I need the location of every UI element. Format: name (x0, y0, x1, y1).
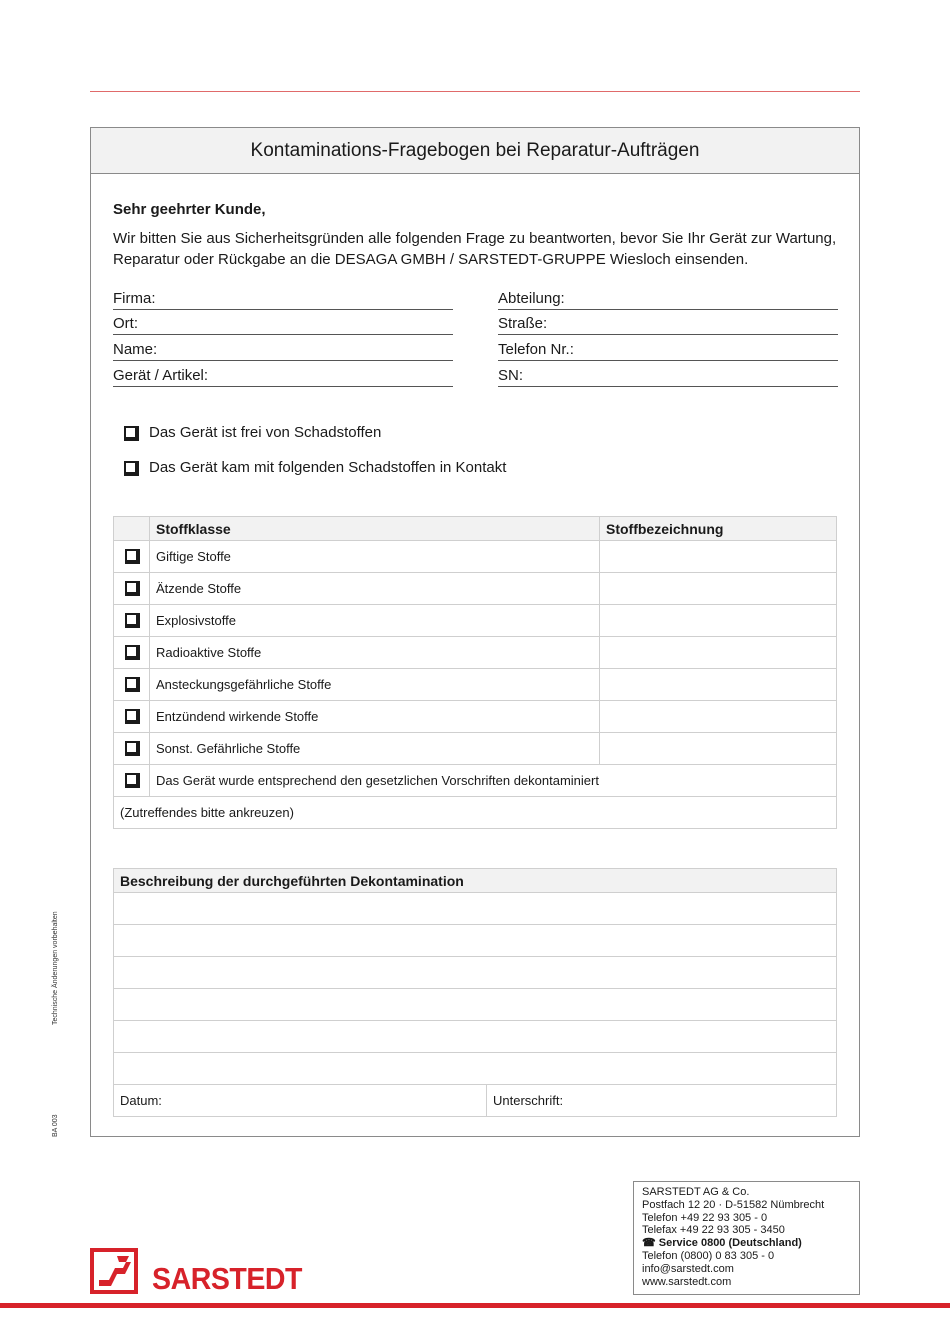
service-line: ☎ Service 0800 (Deutschland) (642, 1237, 802, 1250)
name-field[interactable] (113, 341, 453, 361)
sarstedt-logo-icon (90, 1248, 138, 1294)
name-label: Name: (113, 341, 158, 358)
desc-line (114, 1053, 837, 1085)
desc-line (114, 1021, 837, 1053)
stoff-bezeichnung-input[interactable] (600, 733, 837, 765)
telefon-label: Telefon Nr.: (498, 341, 574, 358)
bottom-divider (0, 1303, 950, 1308)
firma-label: Firma: (113, 290, 156, 307)
stoff-table (113, 516, 837, 829)
ort-label: Ort: (113, 315, 138, 332)
stoff-cb-cell (114, 541, 150, 573)
form-header (91, 128, 859, 174)
sn-field[interactable] (498, 367, 838, 387)
unterschrift-field[interactable]: Unterschrift: (487, 1085, 837, 1117)
geraet-label: Gerät / Artikel: (113, 367, 209, 384)
checkbox-giftig[interactable] (125, 549, 138, 562)
desc-input-line[interactable] (114, 957, 837, 989)
stoff-klasse-cell: Ansteckungsgefährliche Stoffe (150, 669, 600, 701)
desc-line (114, 893, 837, 925)
email: info@sarstedt.com (642, 1262, 734, 1275)
sn-label: SN: (498, 367, 524, 384)
stoff-cb-cell (114, 669, 150, 701)
stoff-cb-cell (114, 637, 150, 669)
document-code: BA 003 (52, 1114, 59, 1137)
intro-text: Wir bitten Sie aus Sicherheitsgründen alle folgenden Frage zu beantworten, bevor Sie Ihr Gerät zur Wartung, Reparatur oder Rückgabe an die DESAGA GMBH / SARSTEDT-GRUPPE Wiesloch einsenden. (113, 230, 837, 268)
hinweis-label: (Zutreffendes bitte ankreuzen) (114, 797, 837, 829)
stoff-klasse-cell: Radioaktive Stoffe (150, 637, 600, 669)
checkbox-kontakt[interactable] (124, 461, 137, 474)
form-title: Kontaminations-Fragebogen bei Reparatur-Aufträgen (250, 139, 700, 161)
service-telefon: Telefon (0800) 0 83 305 - 0 (642, 1249, 775, 1262)
stoff-klasse-cell: Entzündend wirkende Stoffe (150, 701, 600, 733)
desc-input-line[interactable] (114, 989, 837, 1021)
desc-input-line[interactable] (114, 1053, 837, 1085)
strasse-field[interactable] (498, 315, 838, 335)
abteilung-label: Abteilung: (498, 290, 565, 307)
stoff-cb-cell (114, 733, 150, 765)
stoff-klasse-cell: Sonst. Gefährliche Stoffe (150, 733, 600, 765)
ort-field[interactable] (113, 315, 453, 335)
geraet-field[interactable] (113, 367, 453, 387)
table-row (114, 669, 837, 701)
stoff-cb-cell (114, 573, 150, 605)
desc-input-line[interactable] (114, 893, 837, 925)
signature-row (114, 1085, 837, 1117)
desc-input-line[interactable] (114, 1021, 837, 1053)
table-row (114, 637, 837, 669)
stoff-bezeichnung-input[interactable] (600, 573, 837, 605)
form-frame (90, 127, 860, 1137)
postfach: Postfach 12 20 · D-51582 Nümbrecht (642, 1198, 825, 1211)
check-frei-label: Das Gerät ist frei von Schadstoffen (149, 424, 382, 441)
side-note: Technische Änderungen vorbehalten (52, 911, 59, 1025)
stoff-klasse-cell: Giftige Stoffe (150, 541, 600, 573)
checkbox-radioaktiv[interactable] (125, 645, 138, 658)
desc-line (114, 957, 837, 989)
sarstedt-logo-text: SARSTEDT (152, 1261, 303, 1296)
stoff-klasse-cell: Ätzende Stoffe (150, 573, 600, 605)
abteilung-field[interactable] (498, 290, 838, 310)
telefon-field[interactable] (498, 341, 838, 361)
check-frei-row[interactable] (124, 424, 381, 441)
datum-field[interactable]: Datum: (114, 1085, 487, 1117)
desc-line (114, 989, 837, 1021)
stoff-header-bezeichnung: Stoffbezeichnung (600, 517, 837, 541)
checkbox-ansteckend[interactable] (125, 677, 138, 690)
firma-field[interactable] (113, 290, 453, 310)
checkbox-frei[interactable] (124, 426, 137, 439)
desc-input-line[interactable] (114, 925, 837, 957)
checkbox-sonstige[interactable] (125, 741, 138, 754)
stoff-bezeichnung-input[interactable] (600, 669, 837, 701)
check-kontakt-row[interactable] (124, 459, 506, 476)
stoff-bezeichnung-input[interactable] (600, 605, 837, 637)
check-kontakt-label: Das Gerät kam mit folgenden Schadstoffen in Kontakt (149, 459, 507, 476)
table-row (114, 765, 837, 797)
stoff-cb-cell (114, 765, 150, 797)
greeting: Sehr geehrter Kunde, (113, 201, 266, 218)
table-row (114, 797, 837, 829)
stoff-bezeichnung-input[interactable] (600, 637, 837, 669)
stoff-bezeichnung-input[interactable] (600, 701, 837, 733)
checkbox-entzuendend[interactable] (125, 709, 138, 722)
checkbox-explosiv[interactable] (125, 613, 138, 626)
table-row (114, 701, 837, 733)
sarstedt-logo (90, 1248, 315, 1294)
checkbox-aetzend[interactable] (125, 581, 138, 594)
stoff-table-header (114, 517, 837, 541)
top-divider (90, 91, 860, 92)
desc-table (113, 868, 837, 1117)
table-row (114, 573, 837, 605)
stoff-klasse-cell: Explosivstoffe (150, 605, 600, 637)
strasse-label: Straße: (498, 315, 548, 332)
telefax: Telefax +49 22 93 305 - 3450 (642, 1224, 785, 1237)
checkbox-dekontaminiert[interactable] (125, 773, 138, 786)
stoff-header-klasse: Stoffklasse (150, 517, 600, 541)
stoff-cb-cell (114, 701, 150, 733)
dekontaminiert-label: Das Gerät wurde entsprechend den gesetzlichen Vorschriften dekontaminiert (150, 765, 837, 797)
company-name: SARSTEDT AG & Co. (642, 1186, 750, 1198)
table-row (114, 733, 837, 765)
table-row (114, 605, 837, 637)
stoff-bezeichnung-input[interactable] (600, 541, 837, 573)
desc-line (114, 925, 837, 957)
desc-table-header (114, 869, 837, 893)
stoff-header-checkbox-col (114, 517, 150, 541)
table-row (114, 541, 837, 573)
telefon: Telefon +49 22 93 305 - 0 (642, 1211, 768, 1224)
desc-title: Beschreibung der durchgeführten Dekontamination (114, 869, 837, 893)
website: www.sarstedt.com (642, 1275, 732, 1288)
address-box (633, 1181, 860, 1295)
stoff-cb-cell (114, 605, 150, 637)
